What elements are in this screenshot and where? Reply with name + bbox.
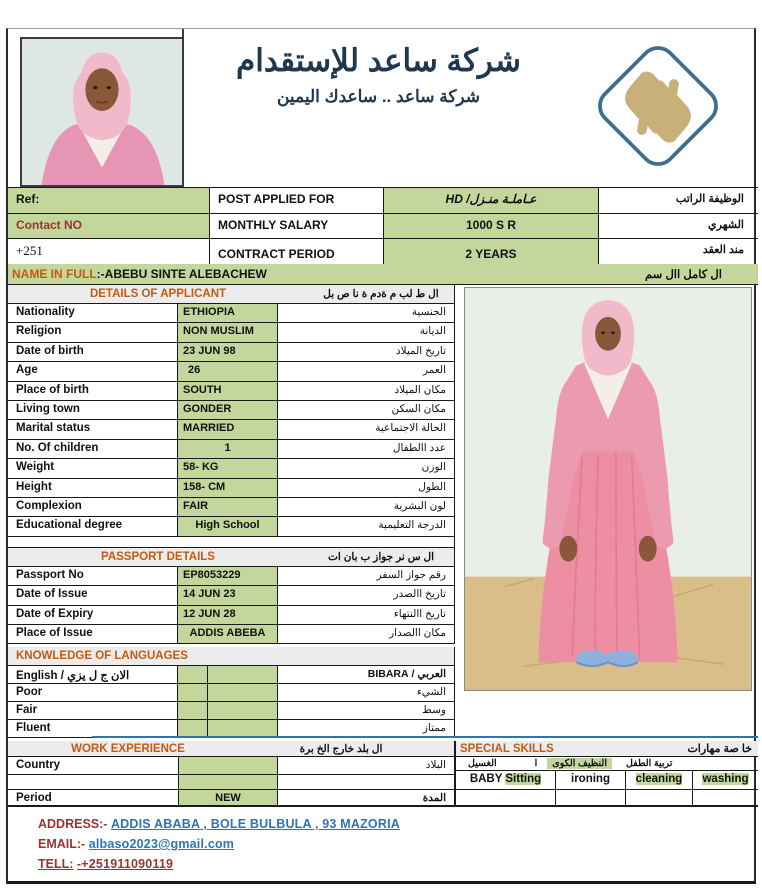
table-row [8, 459, 454, 478]
table-row [8, 757, 454, 775]
email-label: EMAIL:- [38, 837, 86, 851]
field-label: Marital status [8, 420, 178, 438]
passport-title-arabic: ال س نر جواز ب بان ات [327, 551, 434, 563]
table-row [8, 666, 454, 684]
special-skills-header [455, 741, 758, 757]
header-divider-line [182, 29, 184, 187]
table-row [8, 606, 454, 625]
language-label: English / الان ج ل يزي [8, 666, 178, 683]
monthly-salary-value: 1000 S R [384, 214, 599, 239]
skill-washing-label: washing [702, 773, 749, 785]
skills-arabic-row [455, 757, 758, 771]
field-arabic: مكان الميلاد [394, 383, 446, 396]
details-section-header [8, 285, 455, 304]
field-label: Date of birth [8, 343, 178, 361]
table-row [8, 567, 454, 586]
company-slogan-arabic: شركة ساعد .. ساعدك اليمين [276, 86, 481, 106]
field-arabic: رقم جواز السفر [376, 569, 446, 581]
field-arabic: الوزن [421, 461, 446, 474]
field-label: Height [8, 479, 178, 497]
contact-no-label: Contact NO [8, 214, 210, 239]
section-gap [8, 537, 455, 548]
table-row [8, 382, 454, 401]
skills-english-row [455, 771, 758, 790]
table-row [8, 684, 454, 702]
period-arabic: المدة [422, 792, 446, 804]
table-row [8, 586, 454, 605]
work-experience-header [8, 741, 455, 757]
field-arabic: لون البشرية [393, 499, 446, 512]
skill-baby-word: Sitting [505, 773, 542, 785]
field-label: Weight [8, 459, 178, 477]
table-row [8, 625, 454, 644]
period-value: NEW [178, 790, 278, 805]
email-line [38, 837, 758, 851]
applicant-portrait-photo [20, 37, 184, 187]
country-arabic: البلاد [425, 759, 446, 771]
details-title: DETAILS OF APPLICANT [89, 288, 227, 300]
field-label: Passport No [8, 567, 178, 585]
work-experience-title-arabic: ال بلد خارج الخ برة [299, 742, 383, 755]
table-row [8, 702, 454, 720]
table-row [8, 479, 454, 498]
table-row [8, 517, 454, 536]
level-cell [208, 666, 278, 683]
field-arabic: مكان االصدار [389, 626, 446, 639]
empty-cell [626, 790, 693, 805]
field-arabic: الدرجة التعليمية [378, 519, 446, 532]
skill-arabic-cleaning-ironing: النظيف الكوى [547, 758, 612, 769]
field-arabic: عدد االطفال [392, 441, 446, 454]
field-value: GONDER [178, 401, 278, 419]
skill-arabic-childcare: تربية الطفل [625, 758, 673, 769]
field-label: Place of Issue [8, 625, 178, 643]
field-arabic: الديانة [419, 325, 446, 338]
table-row [8, 440, 454, 459]
field-arabic: تاريخ الميلاد [395, 344, 446, 357]
skill-cleaning-label: cleaning [635, 773, 683, 785]
address-value: ADDIS ABABA , BOLE BULBULA , 93 MAZORIA [110, 817, 400, 831]
field-value: FAIR [178, 498, 278, 516]
table-row [8, 304, 454, 323]
field-value: 1 [178, 440, 278, 458]
table-row [8, 790, 454, 806]
level-cell [208, 684, 278, 701]
skill-baby-prefix: BABY [469, 773, 506, 785]
level-cell [178, 684, 208, 701]
field-label: Date of Issue [8, 586, 178, 604]
language-arabic: الشيء [416, 686, 446, 698]
contact-number-value: +251 [8, 239, 210, 264]
field-label: Religion [8, 323, 178, 341]
field-value: 23 JUN 98 [178, 343, 278, 361]
empty-cell [556, 790, 626, 805]
monthly-salary-arabic: الشهري [708, 218, 744, 231]
details-table [8, 304, 455, 537]
field-value: 14 JUN 23 [178, 586, 278, 604]
email-value: albaso2023@gmail.com [88, 837, 235, 851]
blue-rule-line [92, 736, 758, 738]
field-value: EP8053229 [178, 567, 278, 585]
empty-value-cell [178, 775, 278, 789]
company-title-block [186, 43, 571, 107]
skill-arabic-washing: الغسيل [468, 758, 497, 769]
language-arabic: العربي / BIBARA [367, 668, 446, 680]
empty-label-cell [8, 775, 178, 789]
level-cell [178, 666, 208, 683]
address-label: ADDRESS:- [38, 817, 108, 831]
field-value: SOUTH [178, 382, 278, 400]
name-in-full-arabic: ال كامل اال سم [644, 269, 722, 281]
table-row [8, 420, 454, 439]
empty-cell [693, 790, 758, 805]
field-arabic: الحالة الاجتماعية [375, 422, 446, 435]
table-row [8, 362, 454, 381]
job-offer-table [8, 187, 758, 265]
languages-section-header [8, 647, 455, 666]
skill-arabic-sep: ا [534, 758, 538, 769]
table-row [8, 239, 758, 265]
empty-cell [456, 790, 556, 805]
telephone-line [38, 857, 758, 871]
skill-washing [693, 771, 758, 789]
full-name-row [8, 264, 758, 285]
table-row [8, 775, 454, 790]
monthly-salary-label: MONTHLY SALARY [210, 214, 384, 239]
contract-period-label: CONTRACT PERIOD [210, 239, 384, 264]
ref-label: Ref: [8, 188, 210, 213]
field-label: No. Of children [8, 440, 178, 458]
field-arabic: مكان السكن [391, 402, 446, 415]
skill-cleaning [626, 771, 693, 789]
field-label: Date of Expiry [8, 606, 178, 624]
field-value: MARRIED [178, 420, 278, 438]
skill-ironing [556, 771, 626, 789]
field-value: ADDIS ABEBA [178, 625, 278, 643]
level-cell [208, 720, 278, 737]
level-cell [178, 720, 208, 737]
contract-period-arabic: مند العقد [702, 244, 744, 257]
work-experience-table [8, 757, 455, 806]
table-row [8, 343, 454, 362]
telephone-value: -+251911090119 [76, 857, 174, 871]
field-value: 158- CM [178, 479, 278, 497]
document-sheet [6, 28, 756, 884]
language-arabic: وسط [422, 704, 446, 716]
field-arabic: تاريخ االصدر [393, 588, 446, 601]
field-label: Nationality [8, 304, 178, 322]
level-cell [178, 702, 208, 719]
passport-section-header [8, 548, 455, 567]
details-title-arabic: ال ط لب م ةدم ة نا ص بل [323, 288, 439, 300]
name-in-full-label: NAME IN FULL [12, 267, 97, 281]
language-arabic: ممتاز [422, 722, 446, 734]
field-label: Educational degree [8, 517, 178, 535]
work-experience-title: WORK EXPERIENCE [71, 742, 185, 755]
field-label: Place of birth [8, 382, 178, 400]
table-row [8, 323, 454, 342]
table-row [8, 214, 758, 240]
field-label: Complexion [8, 498, 178, 516]
language-label: Poor [8, 684, 178, 701]
field-value: High School [178, 517, 278, 535]
empty-arabic-cell [278, 775, 454, 789]
table-row [8, 188, 758, 214]
field-arabic: تاريخ االنتهاء [393, 607, 446, 620]
skill-ironing-label: ironing [571, 773, 610, 785]
full-name-text [8, 267, 267, 281]
field-value: 12 JUN 28 [178, 606, 278, 624]
post-applied-value: عـاملـة منـزل/ HD [384, 188, 599, 213]
languages-title: KNOWLEDGE OF LANGUAGES [16, 650, 188, 662]
field-arabic: العمر [422, 364, 446, 377]
language-label: Fair [8, 702, 178, 719]
contract-period-value: 2 YEARS [384, 239, 599, 264]
field-value: 58- KG [178, 459, 278, 477]
name-in-full-value: :-ABEBU SINTE ALEBACHEW [96, 267, 267, 281]
language-label: Fluent [8, 720, 178, 737]
field-value: ETHIOPIA [178, 304, 278, 322]
table-row [8, 401, 454, 420]
field-value: NON MUSLIM [178, 323, 278, 341]
skill-babysitting [456, 771, 556, 789]
post-applied-arabic: الوظيفة الراتب [675, 193, 744, 205]
field-arabic: الطول [418, 480, 446, 493]
country-label: Country [16, 759, 61, 771]
level-cell [208, 702, 278, 719]
table-row [8, 498, 454, 517]
company-hands-logo [580, 31, 736, 181]
company-name-arabic: شركة ساعد للإستقدام [236, 43, 521, 78]
telephone-label: TELL: [38, 857, 74, 871]
passport-table [8, 567, 455, 644]
field-label: Age [8, 362, 178, 380]
contact-address-block [8, 805, 758, 885]
special-skills-title-arabic: خا صة مهارات [687, 743, 752, 755]
special-skills-title: SPECIAL SKILLS [460, 742, 554, 755]
post-applied-label: POST APPLIED FOR [210, 188, 384, 213]
address-line [38, 817, 758, 831]
applicant-fullbody-photo [464, 287, 752, 691]
field-value: 26 [178, 362, 278, 380]
passport-title: PASSPORT DETAILS [101, 551, 215, 563]
field-arabic: الجنسية [411, 306, 446, 318]
skills-empty-row [455, 790, 758, 805]
country-value-cell [178, 757, 278, 774]
field-label: Living town [8, 401, 178, 419]
languages-table [8, 666, 455, 738]
period-label: Period [16, 792, 52, 804]
